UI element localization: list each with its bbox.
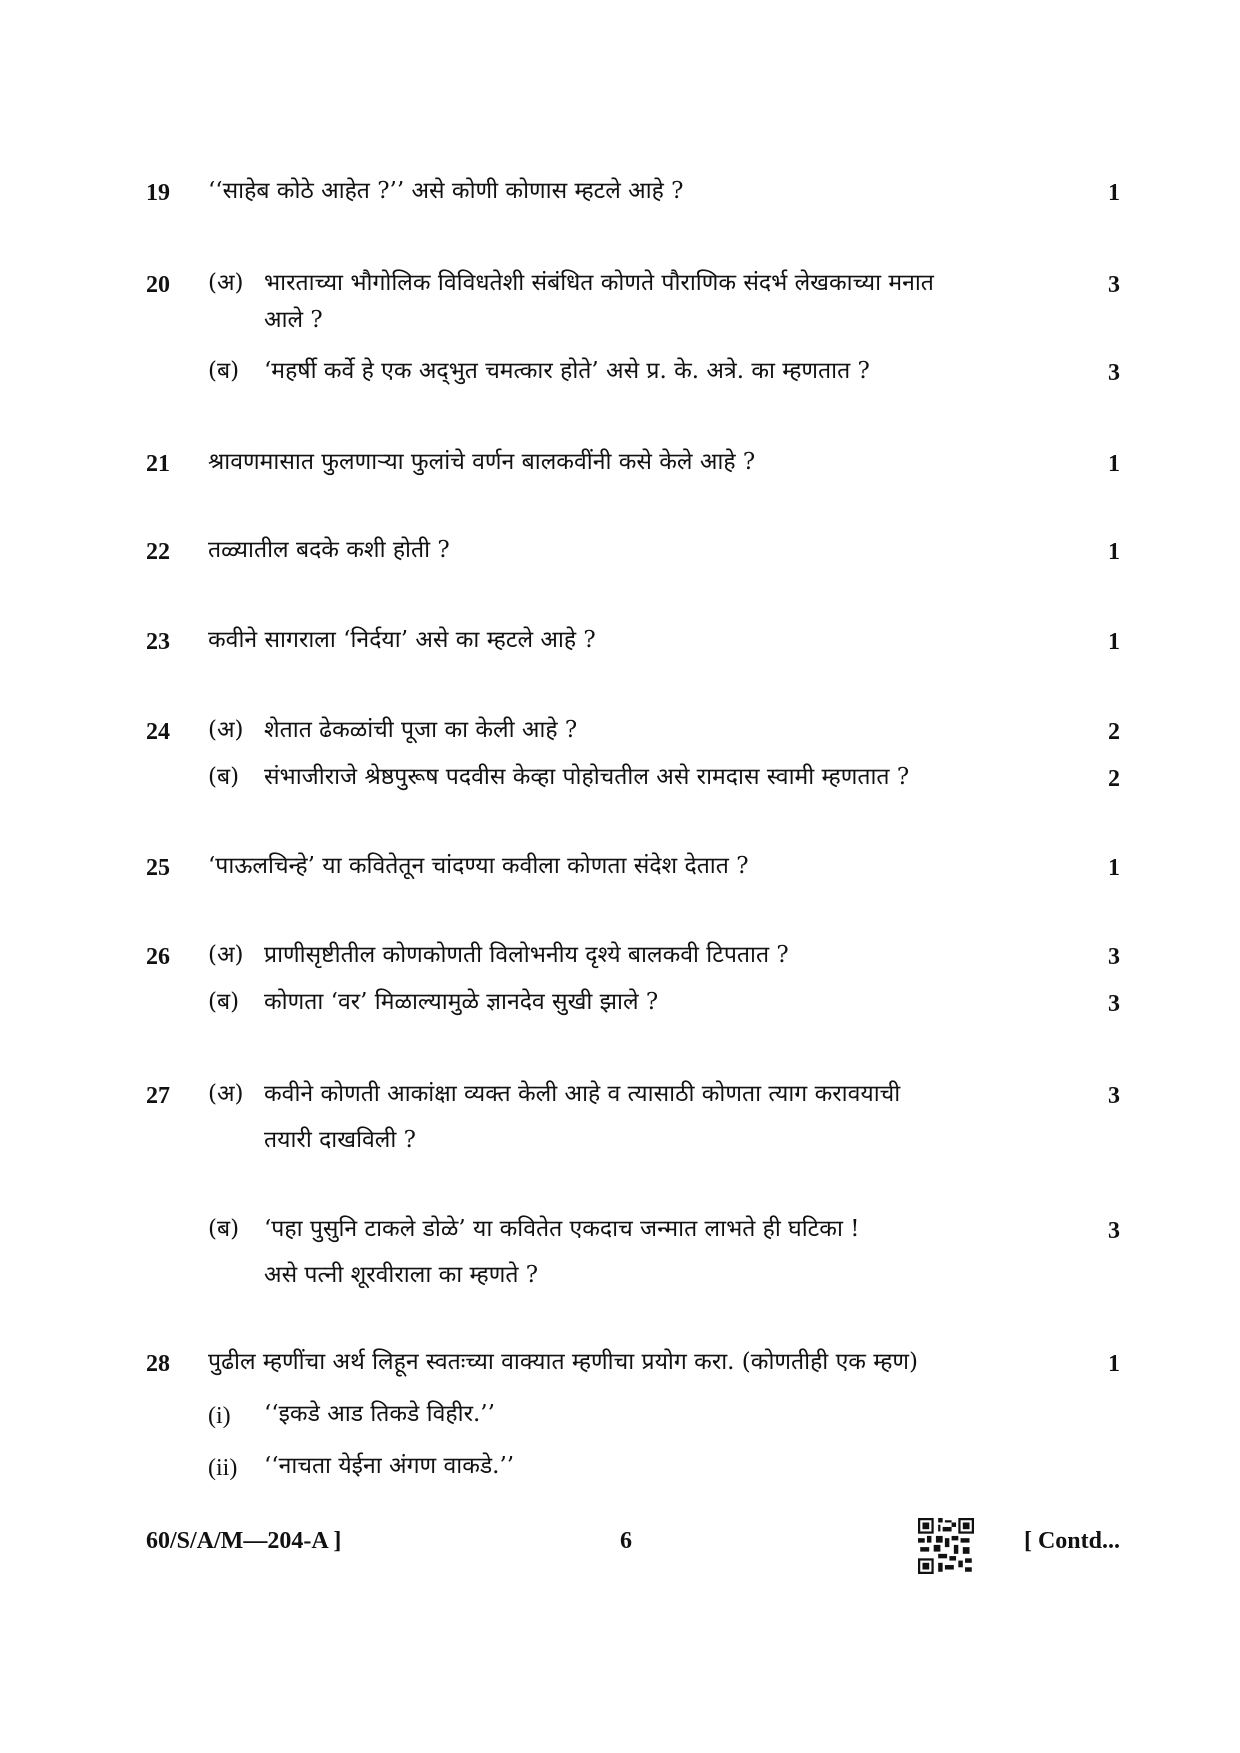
- question-number: 20: [146, 272, 170, 298]
- sub-question-text: शेतात ढेकळांची पूजा का केली आहे ?: [264, 717, 578, 743]
- sub-question-marks: 3: [1108, 360, 1120, 386]
- question-number: 23: [146, 629, 170, 655]
- sub-question-label: (अ): [208, 717, 244, 743]
- sub-question-label: (ब): [208, 358, 240, 384]
- sub-question-label: (अ): [208, 270, 244, 296]
- sub-question-text-continued: असे पत्नी शूरवीराला का म्हणते ?: [264, 1262, 539, 1288]
- question-text: कवीने सागराला ‘निर्दया’ असे का म्हटले आहे ?: [208, 627, 596, 653]
- paper-code: 60/S/A/M—204-A ]: [146, 1528, 342, 1554]
- question-text: ‘‘साहेब कोठे आहेत ?’’ असे कोणी कोणास म्हटले आहे ?: [208, 178, 684, 204]
- sub-question-text: कवीने कोणती आकांक्षा व्यक्त केली आहे व त्यासाठी कोणता त्याग करावयाची: [264, 1081, 901, 1107]
- question-marks: 1: [1108, 855, 1120, 881]
- sub-question-label: (ब): [208, 764, 240, 790]
- question-number: 19: [146, 180, 170, 206]
- sub-question-text-continued: तयारी दाखविली ?: [264, 1127, 417, 1153]
- question-marks: 1: [1108, 451, 1120, 477]
- sub-question-marks: 3: [1108, 991, 1120, 1017]
- sub-question-text-continued: आले ?: [264, 307, 323, 333]
- sub-question-marks: 2: [1108, 766, 1120, 792]
- sub-question-text: ‘महर्षी कर्वे हे एक अद्‌भुत चमत्कार होते’ असे प्र. के. अत्रे. का म्हणतात ?: [264, 358, 870, 384]
- sub-question-marks: 3: [1108, 1083, 1120, 1109]
- sub-question-marks: 2: [1108, 719, 1120, 745]
- sub-question-marks: 3: [1108, 272, 1120, 298]
- question-marks: 1: [1108, 629, 1120, 655]
- sub-question-label: (ब): [208, 989, 240, 1015]
- sub-question-label: (अ): [208, 1081, 244, 1107]
- question-number: 24: [146, 719, 170, 745]
- sub-question-label: (ब): [208, 1216, 240, 1242]
- question-number: 27: [146, 1083, 170, 1109]
- question-text: श्रावणमासात फुलणाऱ्या फुलांचे वर्णन बालकवींनी कसे केले आहे ?: [208, 449, 756, 475]
- sub-question-text: कोणता ‘वर’ मिळाल्यामुळे ज्ञानदेव सुखी झाले ?: [264, 989, 659, 1015]
- question-number: 22: [146, 539, 170, 565]
- question-marks: 1: [1108, 180, 1120, 206]
- question-number: 25: [146, 855, 170, 881]
- question-number: 28: [146, 1351, 170, 1377]
- question-text: तळ्यातील बदके कशी होती ?: [208, 537, 450, 563]
- option-label: (i): [208, 1403, 231, 1429]
- option-label: (ii): [208, 1455, 238, 1481]
- question-marks: 1: [1108, 539, 1120, 565]
- sub-question-label: (अ): [208, 942, 244, 968]
- question-marks: 1: [1108, 1351, 1120, 1377]
- sub-question-text: प्राणीसृष्टीतील कोणकोणती विलोभनीय दृश्ये बालकवी टिपतात ?: [264, 942, 789, 968]
- question-number: 21: [146, 451, 170, 477]
- question-number: 26: [146, 944, 170, 970]
- sub-question-marks: 3: [1108, 1218, 1120, 1244]
- sub-question-text: संभाजीराजे श्रेष्ठपुरूष पदवीस केव्हा पोहोचतील असे रामदास स्वामी म्हणतात ?: [264, 764, 910, 790]
- continued-marker: [ Contd...: [1023, 1528, 1120, 1554]
- qr-code-icon: [918, 1518, 974, 1574]
- sub-question-text: भारताच्या भौगोलिक विविधतेशी संबंधित कोणते पौराणिक संदर्भ लेखकाच्या मनात: [264, 270, 934, 296]
- page-number: 6: [620, 1528, 632, 1554]
- sub-question-text: ‘पहा पुसुनि टाकले डोळे’ या कवितेत एकदाच जन्मात लाभते ही घटिका !: [264, 1216, 860, 1242]
- option-text: ‘‘नाचता येईना अंगण वाकडे.’’: [264, 1453, 515, 1479]
- sub-question-marks: 3: [1108, 944, 1120, 970]
- question-text: ‘पाऊलचिन्हे’ या कवितेतून चांदण्या कवीला कोणता संदेश देतात ?: [208, 853, 749, 879]
- question-text: पुढील म्हणींचा अर्थ लिहून स्वतःच्या वाक्यात म्हणीचा प्रयोग करा. (कोणतीही एक म्हण): [208, 1349, 919, 1375]
- option-text: ‘‘इकडे आड तिकडे विहीर.’’: [264, 1401, 495, 1427]
